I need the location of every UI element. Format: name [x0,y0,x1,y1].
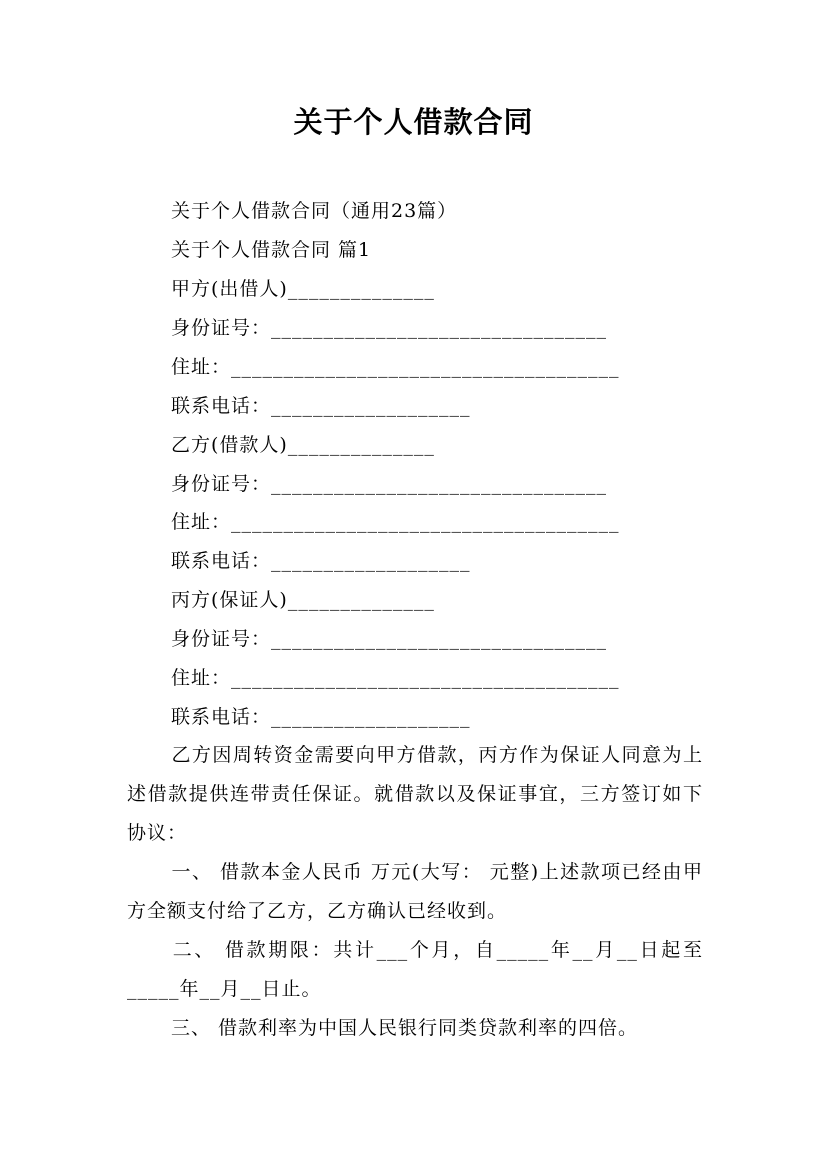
clause-3-interest: 三、 借款利率为中国人民银行同类贷款利率的四倍。 [171,1017,639,1039]
party-c-address-line: 住址：_____________________________________ [171,667,620,689]
party-b-borrower-line: 乙方(借款人)______________ [171,434,435,456]
party-a-address-line: 住址：_____________________________________ [171,356,620,378]
party-b-phone-line: 联系电话：___________________ [171,550,471,572]
party-b-id-line: 身份证号：________________________________ [171,473,608,495]
clause-2-term: 二、 借款期限：共计___个月，自_____年__月__日起至_____年__月__日止。 [127,939,703,1000]
document-title: 关于个人借款合同 [293,105,534,139]
clause-1-principal: 一、 借款本金人民币 万元(大写： 元整)上述款项已经由甲方全额支付给了乙方，乙方确认已经收到。 [127,861,703,922]
party-c-id-line: 身份证号：________________________________ [171,628,608,650]
party-c-guarantor-line: 丙方(保证人)______________ [171,589,435,611]
contract-section-heading: 关于个人借款合同 篇1 [171,239,372,261]
party-a-phone-line: 联系电话：___________________ [171,395,471,417]
preamble-paragraph: 乙方因周转资金需要向甲方借款，丙方作为保证人同意为上述借款提供连带责任保证。就借款以及保证事宜，三方签订如下协议： [127,744,703,844]
party-a-id-line: 身份证号：________________________________ [171,317,608,339]
party-b-address-line: 住址：_____________________________________ [171,511,620,533]
party-a-lender-line: 甲方(出借人)______________ [171,278,435,300]
party-c-phone-line: 联系电话：___________________ [171,706,471,728]
contract-collection-heading: 关于个人借款合同（通用23篇） [171,200,458,222]
